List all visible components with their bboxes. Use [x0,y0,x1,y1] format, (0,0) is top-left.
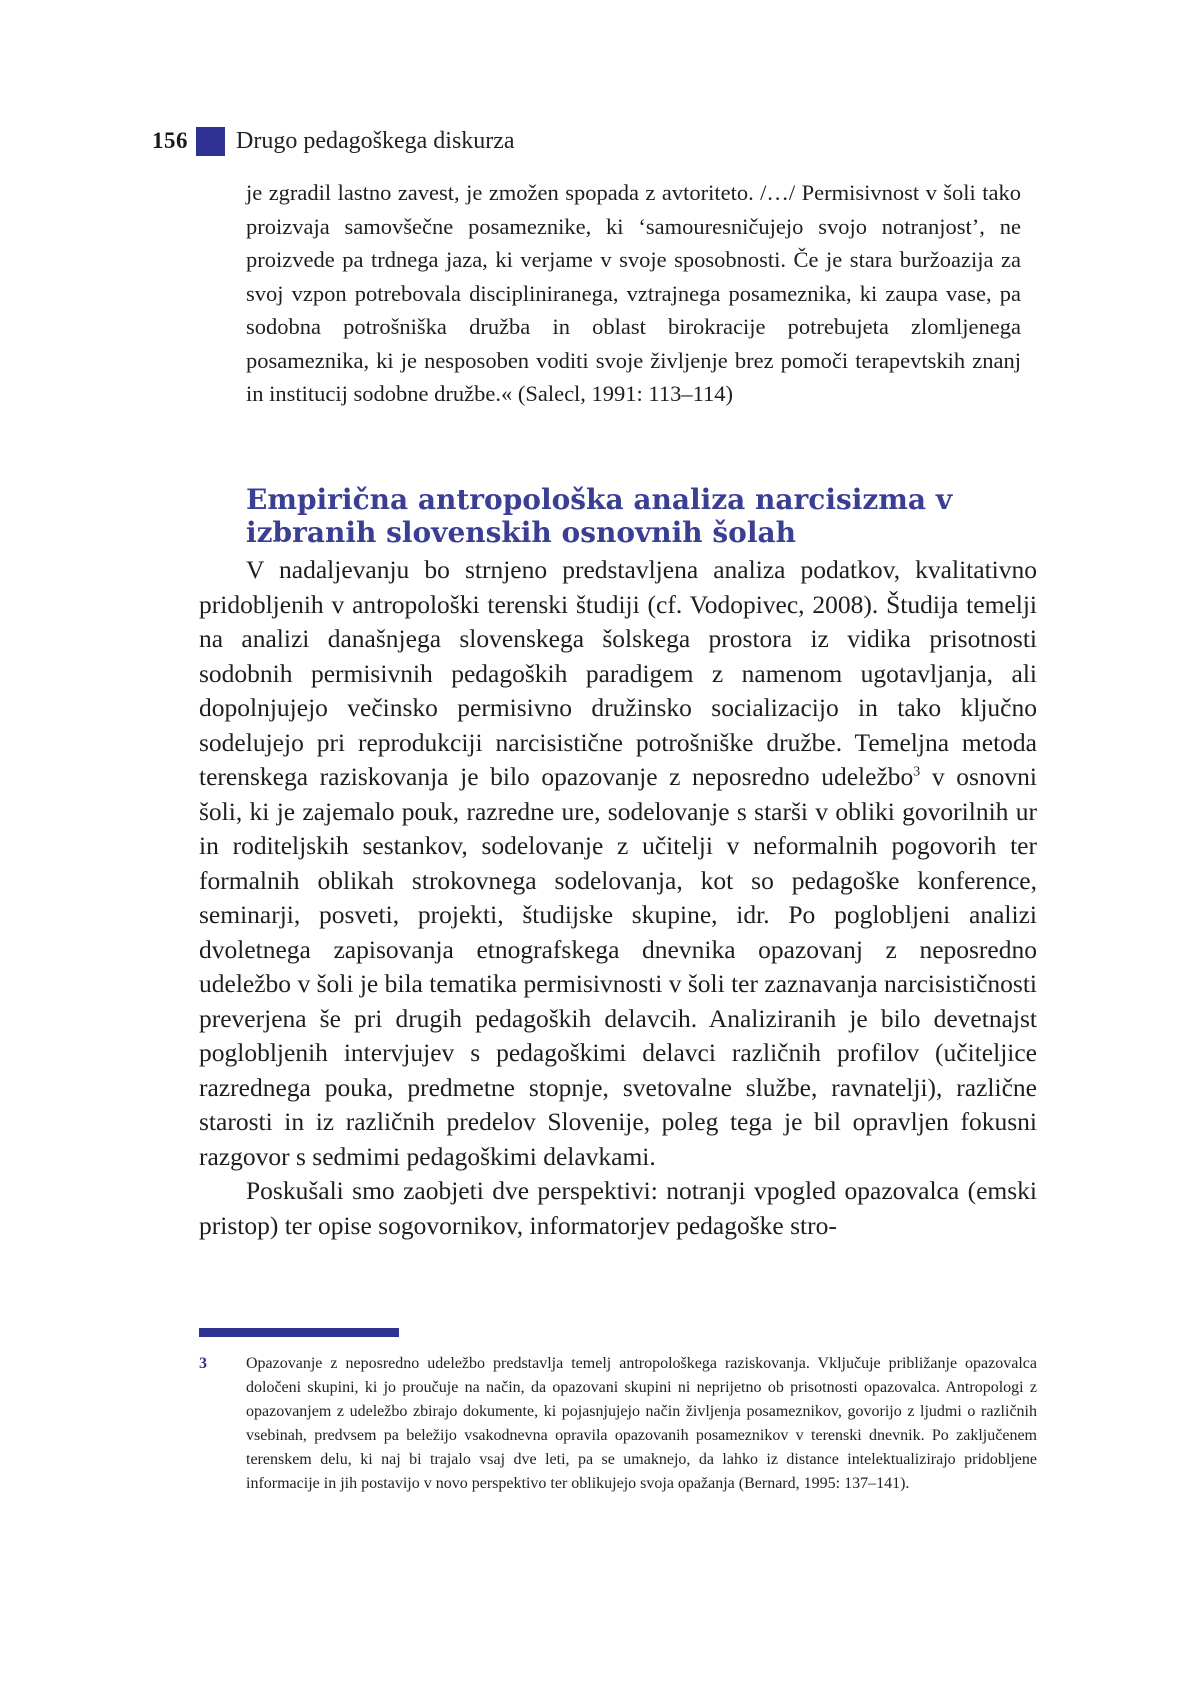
section-heading: Empirična antropološka analiza narcisizma v izbranih slovenskih osnovnih šolah [246,483,953,549]
footnote-text: Opazovanje z neposredno udeležbo predstavlja temelj antropološkega raziskovanja. Vključuje približanje opazovalca določeni skupini, ki jo proučuje na način, da opazovani skupini ni neprijetno ob prisotnosti opazovalca. Antropologi z opazovanjem z udeležbo zbirajo dokumente, ki pojasnjujejo način življenja posameznikov, govorijo z ljudmi o različnih vsebinah, predvsem pa beležijo vsakodnevna opravila opazovanih posameznikov v terenski dnevnik. Po zaključenem terenskem delu, ki naj bi trajalo vsaj dve leti, pa se umaknejo, da lahko iz distance intelektualizirajo pridobljene informacije in jih postavijo v novo perspektivo ter oblikujejo svoja opažanja (Bernard, 1995: 137–141). [246,1355,1037,1492]
paragraph-1-rest: v osnovni šoli, ki je zajemalo pouk, razredne ure, sodelovanje s starši v obliki govorilnih ur in roditeljskih sestankov, sodelovanje z učitelji v neformalnih pogovorih ter formalnih oblikah strokovnega sodelovanja, kot so pedagoške konference, seminarji, posveti, projekti, študijske skupine, idr. Po poglobljeni analizi dvoletnega zapisovanja etnografskega dnevnika opazovanj z neposredno udeležbo v šoli je bila tematika permisivnosti v šoli ter zaznavanja narcisističnosti preverjena še pri drugih pedagoških delavcih. Analiziranih je bilo devetnajst poglobljenih intervjujev s pedagoškimi delavci različnih profilov (učiteljice razrednega pouka, predmetne stopnje, svetovalne službe, ravnatelji), različne starosti in iz različnih predelov Slovenije, poleg tega je bil opravljen fokusni razgovor s sedmimi pedagoškimi delavkami. [199,762,1037,1171]
running-title: Drugo pedagoškega diskurza [236,127,515,154]
header-square-marker [196,127,225,156]
body-text [199,553,1037,1243]
page-header [152,121,515,161]
paragraph-2: Poskušali smo zaobjeti dve perspektivi: notranji vpogled opazovalca (emski pristop) ter opise sogovornikov, informatorjev pedagoške stro- [199,1176,1037,1240]
footnote-number: 3 [199,1355,207,1372]
footnote [199,1352,1037,1496]
footnote-separator [199,1328,399,1337]
paragraph-1 [199,553,1037,1174]
footnote-reference[interactable]: 3 [913,764,921,780]
block-quote: je zgradil lastno zavest, je zmožen spopada z avtoriteto. /…/ Permisivnost v šoli tako proizvaja samovšečne posameznike, ki ‘samouresničujejo svojo notranjost’, ne proizvede pa trdnega jaza, ki verjame v svoje sposobnosti. Če je stara buržoazija za svoj vzpon potrebovala discipliniranega, vztrajnega posameznika, ki zaupa vase, pa sodobna potrošniška družba in oblast birokracije potrebujeta zlomljenega posameznika, ki je nesposoben voditi svoje življenje brez pomoči terapevtskih znanj in institucij sodobne družbe.« (Salecl, 1991: 113–114) [246,180,1021,406]
page-number: 156 [152,128,188,153]
paragraph-1-start: V nadaljevanju bo strnjeno predstavljena analiza podatkov, kvalitativno pridobljenih v antropološki terenski študiji (cf. Vodopivec, 2008). Študija temelji na analizi današnjega slovenskega šolskega prostora iz vidika prisotnosti sodobnih permisivnih pedagoških paradigem z namenom ugotavljanja, ali dopolnjujejo večinsko permisivno družinsko socializacijo in tako ključno sodelujejo pri reprodukciji narcisistične potrošniške družbe. Temeljna metoda terenskega raziskovanja je bilo opazovanje z neposredno udeležbo [199,555,1037,791]
